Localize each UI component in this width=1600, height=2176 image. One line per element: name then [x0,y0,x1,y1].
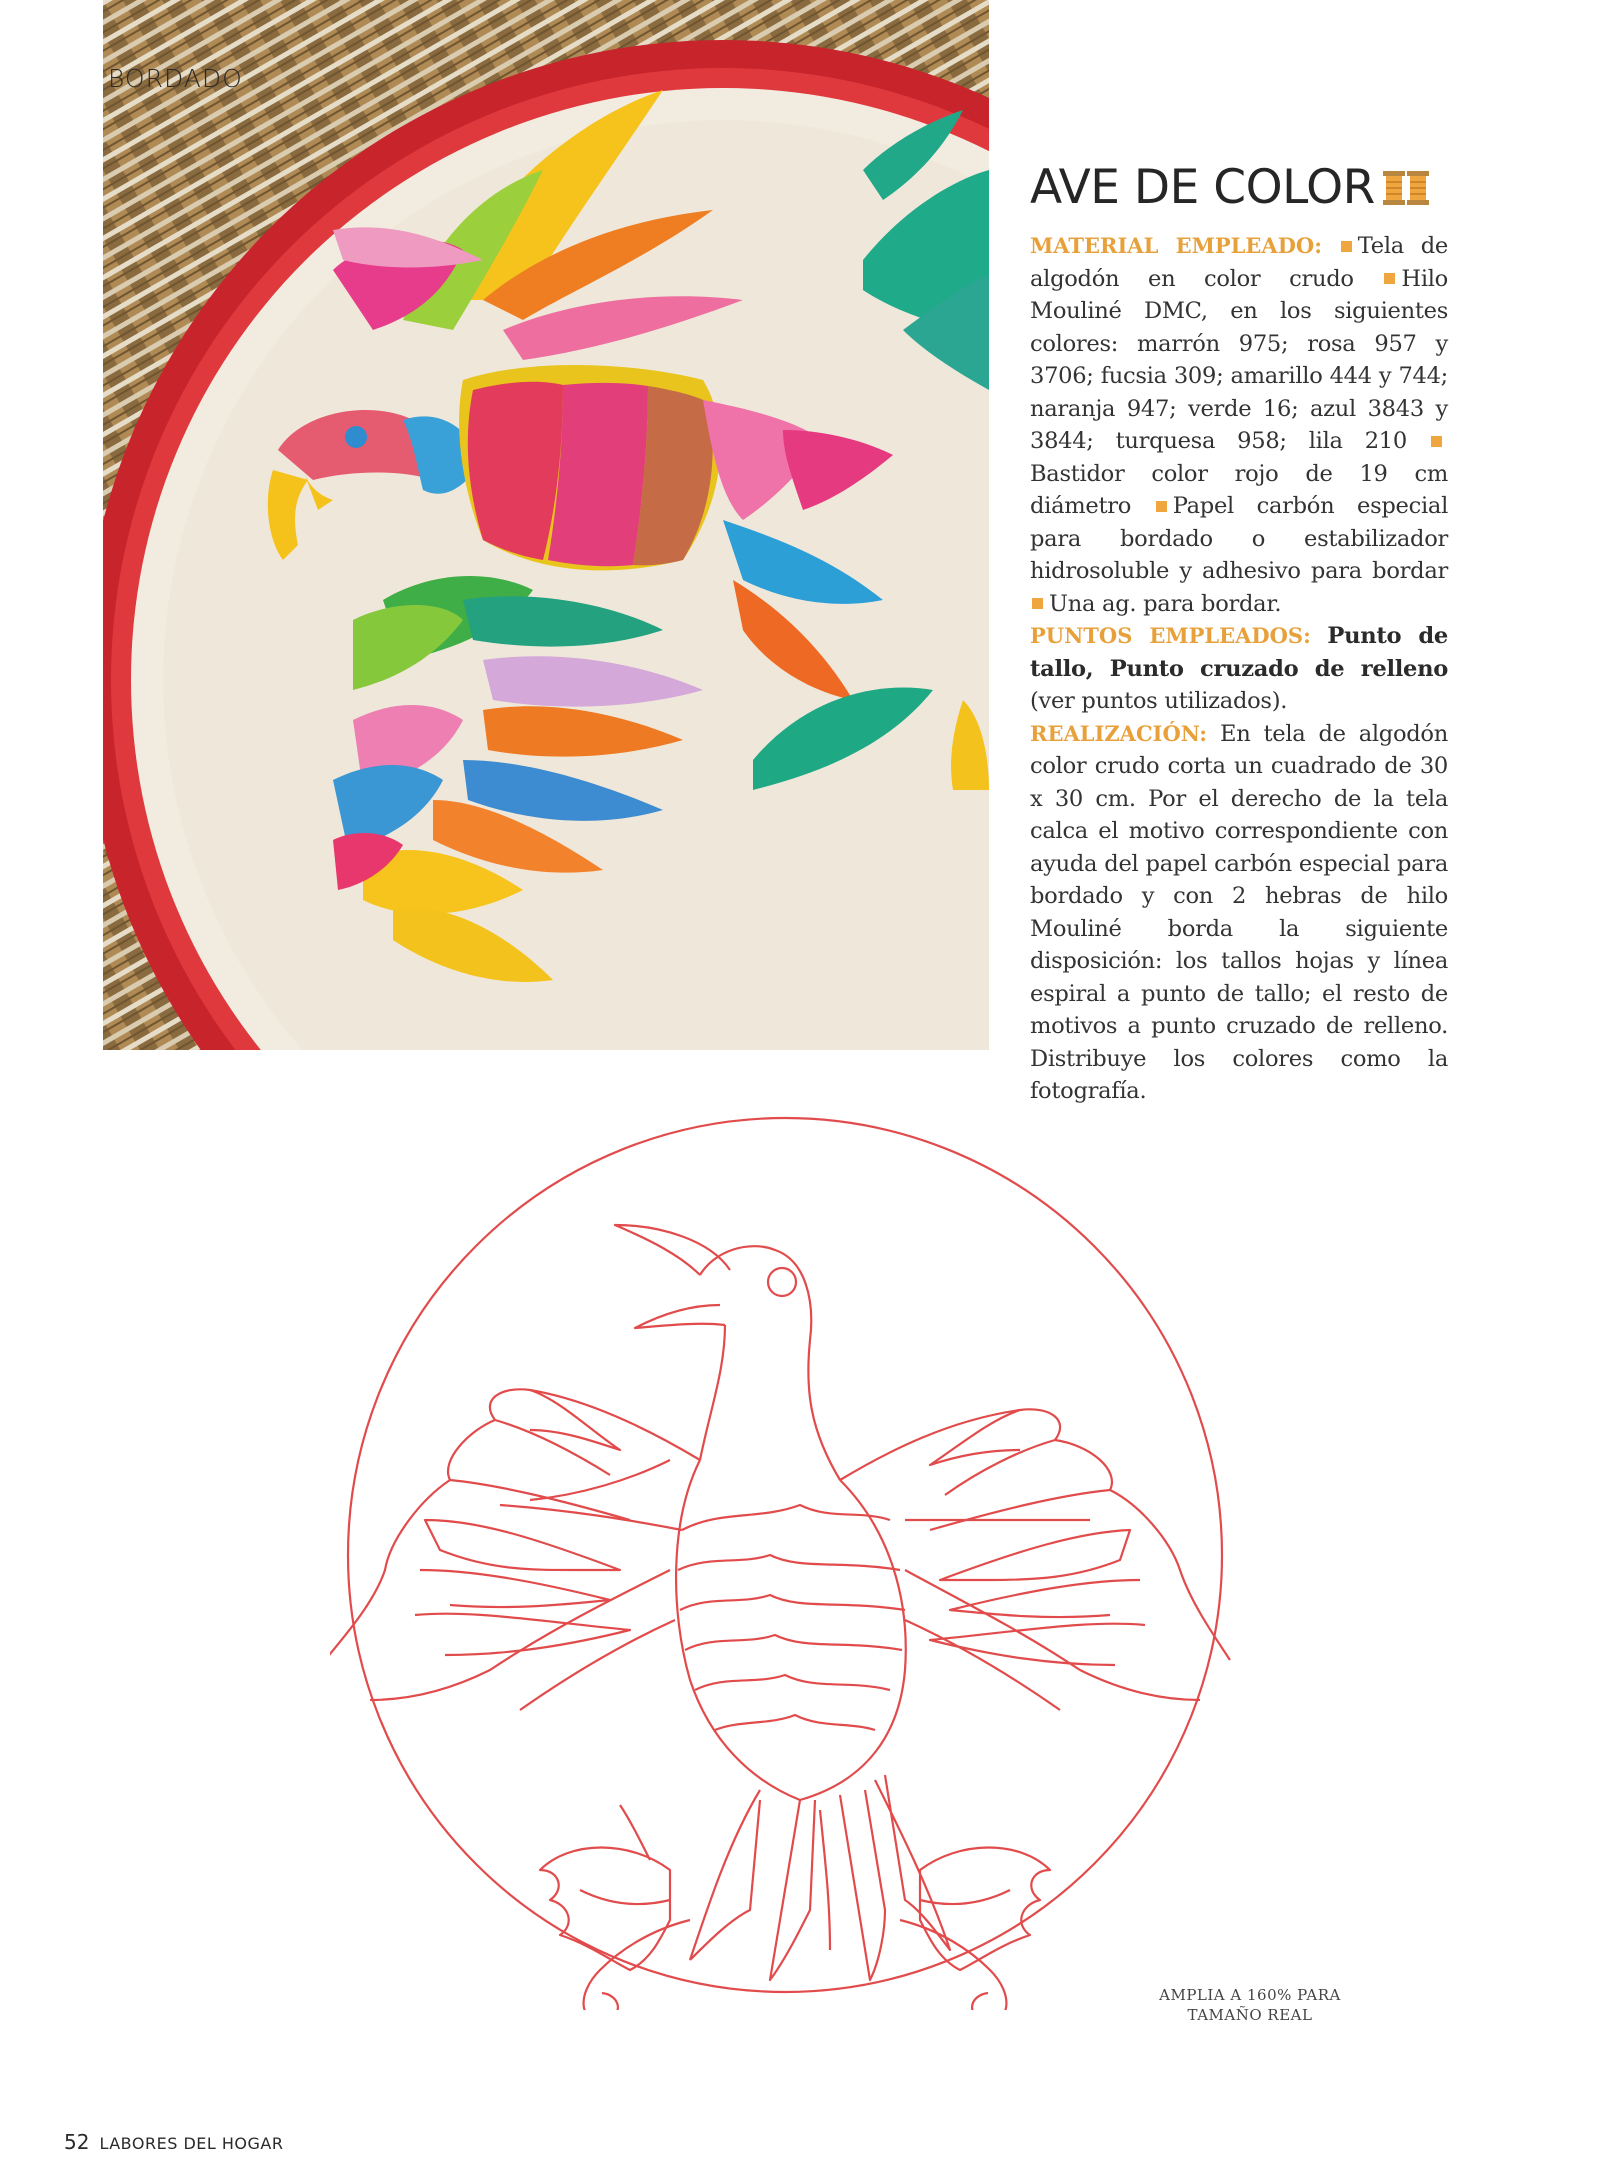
embroidery-pattern [330,1100,1240,2010]
material-item: Hilo Mouliné DMC, en los siguientes colores: marrón 975; rosa 957 y 3706; fucsia 309; amarillo 444 y 744; naranja 947; verde 16; azul 3843 y 3844; turquesa 958; lila 210 [1030,265,1448,454]
embroidery-photo-graphic [103,0,989,1050]
instructions-text: En tela de algodón color crudo corta un cuadrado de 30 x 30 cm. Por el derecho de la tela calca el motivo correspondiente con ayuda del papel carbón especial para bordado y con 2 hebras de hilo Mouliné borda la siguiente disposición: los tallos hojas y línea espiral a punto de tallo; el resto de motivos a punto cruzado de relleno. Distribuye los colores como la fotografía. [1030,720,1448,1104]
material-item: Bastidor color rojo de 19 cm diámetro [1030,460,1448,519]
spool-2 [1407,171,1429,205]
material-item: Una ag. para bordar. [1049,590,1282,617]
enlarge-note-line2: TAMAÑO REAL [1187,2006,1313,2024]
article-title [1030,156,1448,220]
instructions-label: REALIZACIÓN: [1030,720,1207,746]
article-body [1030,230,1448,1108]
publication-name: LABORES DEL HOGAR [99,2134,284,2153]
bullet-icon [1032,598,1043,609]
section-label: BORDADO [108,64,243,93]
thread-spool-icon [1383,171,1429,205]
enlarge-note [1140,1985,1360,2025]
materials-label: MATERIAL EMPLEADO: [1030,233,1322,258]
stitches-note: (ver puntos utilizados). [1030,688,1288,714]
article-title-text: AVE DE COLOR [1030,160,1375,215]
stitches-label: PUNTOS EMPLEADOS: [1030,623,1311,648]
article-column [1030,156,1448,1108]
bullet-icon [1384,273,1395,284]
embroidery-photo [103,0,989,1050]
stitches-names: Punto de tallo, Punto cruzado de relleno [1030,623,1448,682]
bullet-icon [1431,436,1442,447]
bullet-icon [1156,501,1167,512]
page-footer [64,2130,283,2154]
spool-1 [1383,171,1405,205]
page-number: 52 [64,2130,90,2154]
material-item: Tela de algodón en color crudo [1030,233,1448,292]
bullet-icon [1341,241,1352,252]
material-item: Papel carbón especial para bordado o estabilizador hidrosoluble y adhesivo para bordar [1030,493,1448,584]
enlarge-note-line1: AMPLIA A 160% PARA [1159,1986,1341,2004]
pattern-drawing [330,1100,1240,2010]
